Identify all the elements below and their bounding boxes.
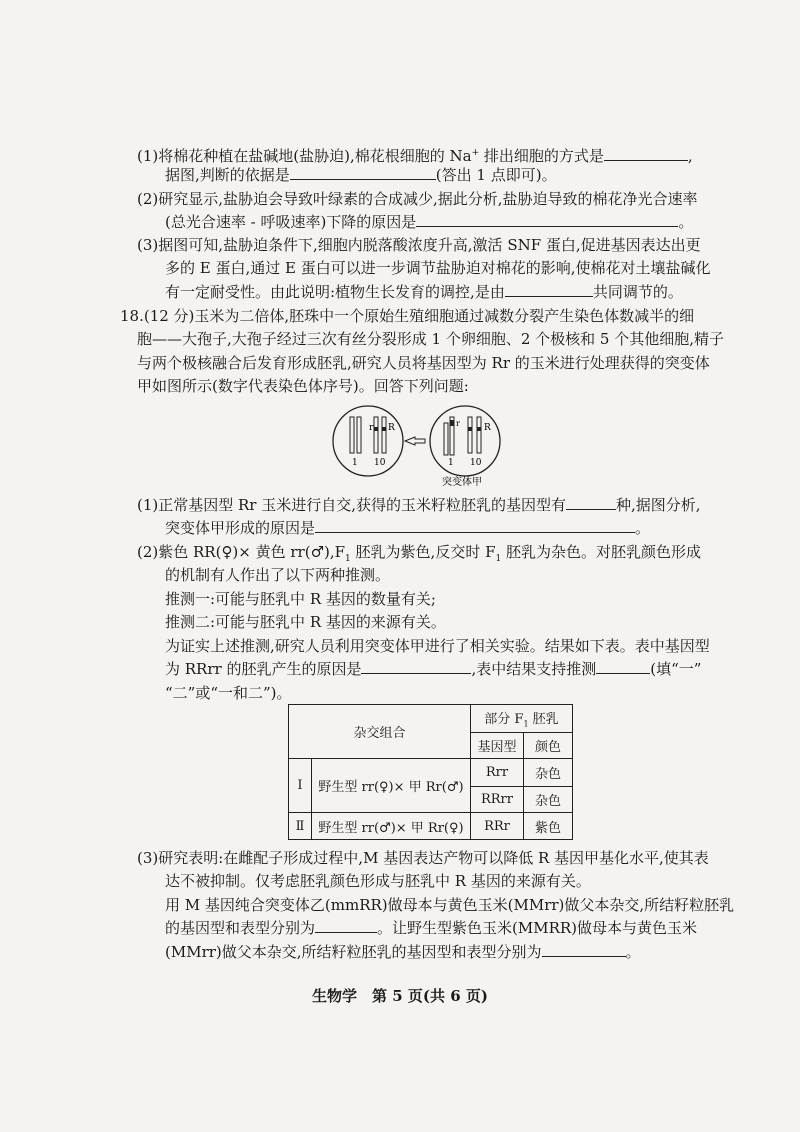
table-header-color: 颜色 <box>524 733 573 759</box>
chromosome-1-label: 1 <box>448 458 454 468</box>
q18-hypothesis-1: 推测一:可能与胚乳中 R 基因的数量有关; <box>165 590 436 608</box>
q18-intro-line4: 甲如图所示(数字代表染色体序号)。回答下列问题: <box>137 377 469 395</box>
q18-part1-line2: 突变体甲形成的原因是 。 <box>165 519 651 537</box>
right-arrow-icon <box>405 437 425 445</box>
table-header-genotype: 基因型 <box>471 733 524 759</box>
q17-part1-line1: (1)将棉花种植在盐碱地(盐胁迫),棉花根细胞的 Na+ 排出细胞的方式是 , <box>137 147 693 165</box>
q18-hypothesis-2: 推测二:可能与胚乳中 R 基因的来源有关。 <box>165 613 446 631</box>
mutant-cell <box>430 406 500 476</box>
figure-caption: 突变体甲 <box>442 477 482 488</box>
answer-blank[interactable] <box>542 941 626 957</box>
table-row: Ⅱ 野生型 rr(♂)× 甲 Rr(♀) RRr 紫色 <box>289 813 573 840</box>
allele-r-label: r <box>456 419 460 428</box>
q18-part2-line1: (2)紫色 RR(♀)× 黄色 $rr(♂),F_1$ 胚乳为紫色,反交时 $F_1$ 胚乳为杂色。对胚乳颜色形成 <box>137 543 702 564</box>
q17-part3-line1: (3)据图可知,盐胁迫条件下,细胞内脱落酸浓度升高,激活 SNF 蛋白,促进基因表达出更 <box>137 236 701 254</box>
q18-part1-line1: (1)正常基因型 Rr 玉米进行自交,获得的玉米籽粒胚乳的基因型有 种,据图分析, <box>137 496 701 514</box>
chromosome-10-label: 10 <box>470 458 482 468</box>
mutant-chromosome-figure <box>330 403 510 488</box>
page-footer: 生物学 第 5 页(共 6 页) <box>312 987 488 1005</box>
q18-intro-line3: 与两个极核融合后发育形成胚乳,研究人员将基因型为 Rr 的玉米进行处理获得的突变体 <box>137 354 710 372</box>
results-table <box>288 704 573 840</box>
q17-part2-line1: (2)研究显示,盐胁迫会导致叶绿素的合成减少,据此分析,盐胁迫导致的棉花净光合速率 <box>137 190 698 208</box>
q18-part2-line5: 为证实上述推测,研究人员利用突变体甲进行了相关实验。结果如下表。表中基因型 <box>165 637 710 655</box>
q18-part2-line6: 为 RRrr 的胚乳产生的原因是 ,表中结果支持推测 (填“一” <box>165 660 702 678</box>
q17-part1-line2: 据图,判断的依据是 (答出 1 点即可)。 <box>165 166 557 184</box>
chromosome-1-label: 1 <box>352 458 358 468</box>
q18-intro-line1: 18.(12 分)玉米为二倍体,胚珠中一个原始生殖细胞通过减数分裂产生染色体数减半的细 <box>120 307 695 325</box>
q18-intro-line2: 胞——大孢子,大孢子经过三次有丝分裂形成 1 个卵细胞、2 个极核和 5 个其他细胞,精子 <box>137 330 725 348</box>
table-row: RRrr 杂色 <box>289 787 573 813</box>
table-row: Ⅰ 野生型 rr(♀)× 甲 Rr(♂) Rrr 杂色 <box>289 759 573 787</box>
q18-part3-line4: 的基因型和表型分别为 。让野生型紫色玉米(MMRR)做母本与黄色玉米 <box>165 919 698 937</box>
answer-blank[interactable] <box>290 164 436 180</box>
chromosome-10-label: 10 <box>374 458 386 468</box>
normal-cell <box>333 406 403 476</box>
q17-part3-line3: 有一定耐受性。由此说明:植物生长发育的调控,是由 共同调节的。 <box>165 283 683 301</box>
answer-blank[interactable] <box>596 658 650 674</box>
q18-part3-line1: (3)研究表明:在雌配子形成过程中,M 基因表达产物可以降低 R 基因甲基化水平,使其表 <box>137 849 709 867</box>
q18-part2-line7: “二”或“一和二”)。 <box>165 684 292 702</box>
answer-blank[interactable] <box>416 211 678 227</box>
answer-blank[interactable] <box>566 494 616 510</box>
q17-part2-line2: (总光合速率 - 呼吸速率)下降的原因是 。 <box>165 213 694 231</box>
table-header-combo: 杂交组合 <box>289 705 471 759</box>
q17-part3-line2: 多的 E 蛋白,通过 E 蛋白可以进一步调节盐胁迫对棉花的影响,使棉花对土壤盐碱化 <box>165 259 711 277</box>
q18-part2-line2: 的机制有人作出了以下两种推测。 <box>165 566 391 584</box>
answer-blank[interactable] <box>505 281 593 297</box>
answer-blank[interactable] <box>315 517 635 533</box>
allele-R-label: R <box>388 423 395 433</box>
answer-blank[interactable] <box>361 658 471 674</box>
allele-r-label: r <box>369 423 374 433</box>
answer-blank[interactable] <box>604 145 688 161</box>
q18-part3-line3: 用 M 基因纯合突变体乙(mmRR)做母本与黄色玉米(MMrr)做父本杂交,所结籽粒胚乳 <box>165 896 735 914</box>
table-header-f1: 部分 $F_1$ 胚乳 <box>471 705 573 733</box>
allele-R-label: R <box>484 423 491 433</box>
q18-part3-line5: (MMrr)做父本杂交,所结籽粒胚乳的基因型和表型分别为 。 <box>165 943 641 961</box>
q18-part3-line2: 达不被抑制。仅考虑胚乳颜色形成与胚乳中 R 基因的来源有关。 <box>165 872 591 890</box>
answer-blank[interactable] <box>315 917 377 933</box>
